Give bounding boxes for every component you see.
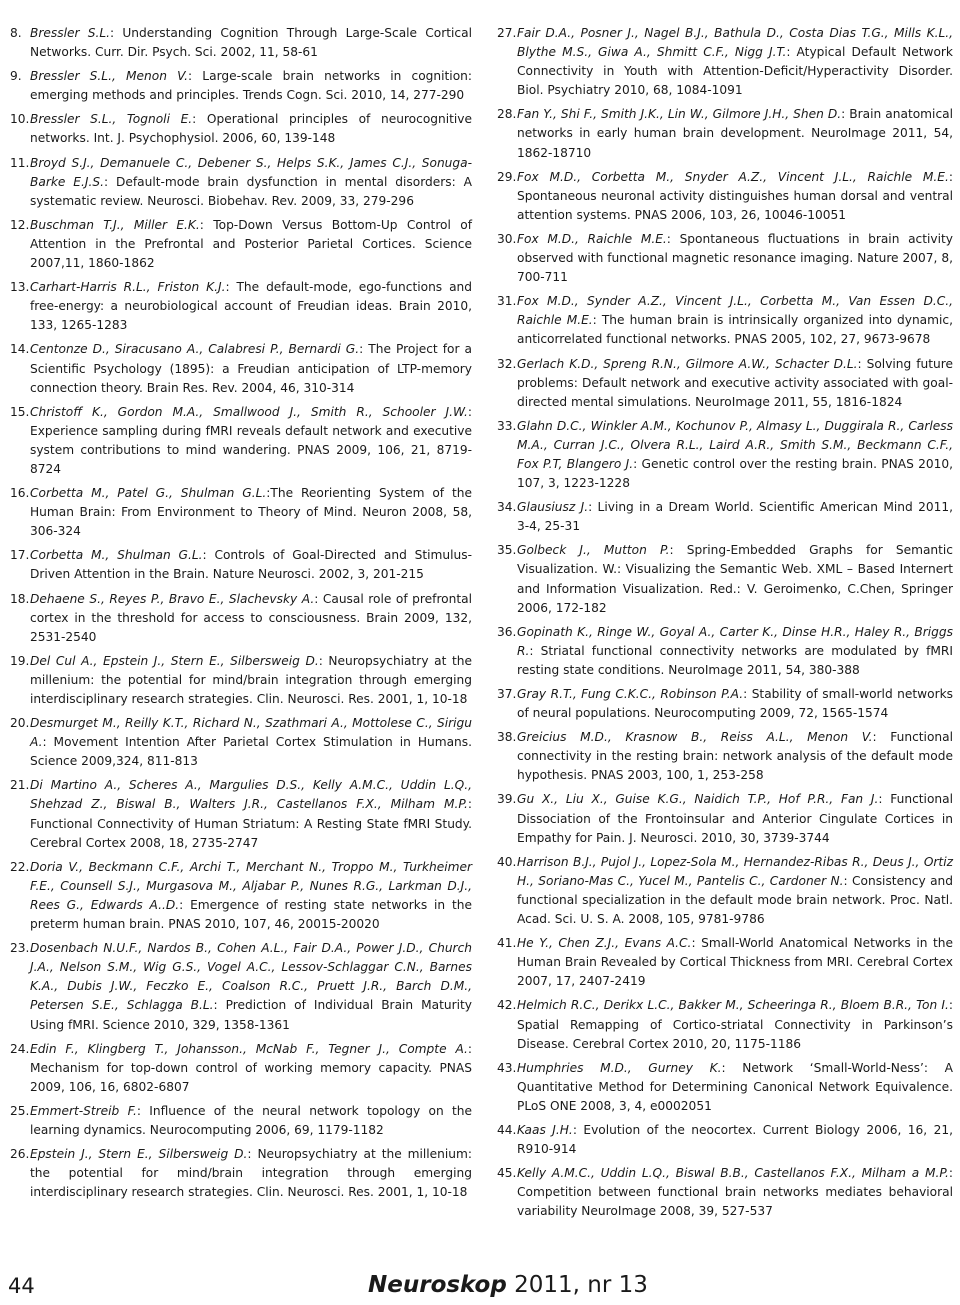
reference-text [30, 1102, 472, 1140]
reference-number: 11. [10, 155, 30, 170]
reference-authors: Fox M.D., Synder A.Z., Vincent J.L., Corbetta M., Van Essen D.C., Raichle M.E. [517, 294, 953, 328]
reference-text [517, 105, 953, 162]
reference-item [497, 230, 953, 287]
reference-authors: Kaas J.H. [517, 1122, 573, 1137]
reference-authors: Buschman T.J., Miller E.K. [30, 217, 200, 232]
reference-details: : Small-World Anatomical Networks in the Human Brain Revealed by Cortical Thickness from MRI. Cerebral Cortex 2007, 17, 2407-2419 [517, 936, 953, 989]
reference-authors: Fair D.A., Posner J., Nagel B.J., Bathula D., Costa Dias T.G., Mills K.L., Blythe M.S., Giwa A., Shmitt C.F., Nigg J.T. [517, 26, 953, 60]
reference-item [10, 484, 472, 541]
reference-number: 36. [497, 624, 517, 639]
reference-number: 35. [497, 543, 517, 558]
reference-details: : Functional Connectivity of Human Striatum: A Resting State fMRI Study. Cerebral Cortex 2008, 18, 2735-2747 [30, 797, 472, 850]
reference-details: : Controls of Goal-Directed and Stimulus-Driven Attention in the Brain. Nature Neurosci. 2002, 3, 201-215 [30, 548, 472, 582]
reference-text [30, 484, 472, 541]
reference-number: 44. [497, 1122, 517, 1137]
journal-footer [368, 1272, 648, 1298]
reference-number: 21. [10, 778, 30, 793]
reference-details: : Experience sampling during fMRI reveals default network and executive system contributions to mind wandering. PNAS 2009, 106, 21, 8719-8724 [30, 404, 472, 476]
reference-details: : Genetic control over the resting brain. PNAS 2010, 107, 3, 1223-1228 [517, 456, 954, 491]
reference-number: 26. [10, 1147, 30, 1162]
reference-authors: Carhart-Harris R.L., Friston K.J. [30, 280, 226, 295]
reference-item [10, 652, 472, 709]
reference-number: 20. [10, 716, 30, 731]
reference-item [10, 546, 472, 584]
reference-item [10, 24, 472, 62]
reference-text [517, 498, 953, 536]
reference-item [497, 996, 953, 1053]
reference-number: 12. [10, 217, 30, 232]
reference-item [10, 216, 472, 273]
reference-number: 40. [497, 854, 517, 869]
reference-number: 29. [497, 169, 517, 184]
reference-number: 34. [497, 500, 517, 515]
reference-item [497, 355, 953, 412]
reference-item [10, 278, 472, 335]
reference-item [497, 541, 953, 617]
reference-number: 45. [497, 1166, 517, 1181]
reference-details: : Network ‘Small-World-Ness’: A Quantitative Method for Determining Canonical Network Equivalence. PLoS ONE 2008, 3, 4, e0002051 [517, 1060, 954, 1113]
reference-text [517, 685, 953, 723]
reference-text [517, 934, 953, 991]
reference-number: 28. [497, 107, 517, 122]
reference-authors: Corbetta M., Shulman G.L. [30, 548, 203, 563]
reference-item [497, 24, 953, 100]
reference-authors: Corbetta M., Patel G., Shulman G.L. [30, 486, 267, 501]
reference-authors: Harrison B.J., Pujol J., Lopez-Sola M., Hernandez-Ribas R., Deus J., Ortiz H., Soriano-Mas C., Yucel M., Pantelis C., Cardoner N. [517, 854, 953, 888]
reference-authors: Fox M.D., Raichle M.E. [517, 231, 667, 246]
reference-text [517, 853, 953, 929]
page-number: 44 [8, 1274, 35, 1298]
reference-number: 32. [497, 356, 517, 371]
reference-number: 13. [10, 280, 30, 295]
reference-details: : Solving future problems: Default network and executive activity associated with goal-directed mental simulations. NeuroImage 2011, 55, 1816-1824 [517, 356, 953, 409]
reference-number: 37. [497, 687, 517, 701]
reference-item [10, 939, 472, 1034]
reference-authors: Fox M.D., Corbetta M., Snyder A.Z., Vincent J.L., Raichle M.E. [517, 169, 949, 184]
reference-text [517, 790, 953, 847]
reference-item [497, 292, 953, 349]
reference-details: : Default-mode brain dysfunction in mental disorders: A systematic review. Neurosci. Biobehav. Rev. 2009, 33, 279-296 [30, 174, 472, 208]
reference-item [10, 110, 472, 148]
reference-number: 33. [497, 418, 517, 433]
reference-text [517, 623, 953, 680]
reference-authors: Dosenbach N.U.F., Nardos B., Cohen A.L., Fair D.A., Power J.D., Church J.A., Nelson S.M., Wig G.S., Vogel A.C., Lessov-Schlaggar C.N., Barnes K.A., Dubis J.W., Feczko E., Coalson R.C., Pruett J.R., Barch D.M., Petersen S.E., Schlagga B.L. [30, 941, 472, 1013]
reference-text [517, 168, 953, 225]
reference-item [497, 1164, 953, 1221]
reference-text [30, 776, 472, 852]
reference-details: : Understanding Cognition Through Large-Scale Cortical Networks. Curr. Dir. Psych. Sci. 2002, 11, 58-61 [30, 26, 472, 60]
reference-item [497, 417, 953, 493]
reference-item [497, 623, 953, 680]
reference-authors: Glahn D.C., Winkler A.M., Kochunov P., Almasy L., Duggirala R., Carless M.A., Curran J.C., Olvera R.L., Laird A.R., Smith S.M., Beckmann C.F., Fox P.T, Blangero J. [517, 418, 953, 471]
reference-number: 10. [10, 112, 30, 127]
reference-details: : Consistency and functional specialization in the default mode brain network. Proc. Natl. Acad. Sci. U. S. A. 2008, 105, 9781-9786 [517, 873, 953, 927]
reference-text [517, 355, 953, 412]
reference-authors: Golbeck J., Mutton P. [517, 543, 670, 558]
reference-authors: Del Cul A., Epstein J., Stern E., Silbersweig D. [30, 653, 319, 668]
reference-authors: Gopinath K., Ringe W., Goyal A., Carter K., Dinse H.R., Haley R., Briggs R. [517, 624, 953, 658]
reference-details: : Emergence of resting state networks in the preterm human brain. PNAS 2010, 107, 46, 20015-20020 [30, 897, 472, 932]
reference-item [10, 858, 472, 934]
reference-number: 25. [10, 1103, 30, 1118]
reference-number: 8. [10, 26, 22, 40]
reference-authors: Bressler S.L., Menon V. [30, 69, 188, 84]
reference-text [30, 24, 472, 62]
references-column-right [497, 24, 953, 1226]
reference-text [30, 546, 472, 584]
reference-text [30, 939, 472, 1034]
journal-issue: 2011, nr 13 [506, 1272, 648, 1298]
references-column-left [10, 24, 472, 1207]
reference-text [30, 216, 472, 273]
reference-text [30, 110, 472, 148]
reference-item [10, 1102, 472, 1140]
reference-authors: Kelly A.M.C., Uddin L.Q., Biswal B.B., Castellanos F.X., Milham a M.P. [517, 1166, 949, 1181]
reference-number: 31. [497, 294, 517, 309]
reference-item [10, 590, 472, 647]
reference-authors: Gerlach K.D., Spreng R.N., Gilmore A.W., Schacter D.L. [517, 356, 858, 371]
reference-text [30, 590, 472, 647]
reference-item [497, 1121, 953, 1159]
reference-text [517, 1059, 953, 1116]
reference-text [517, 24, 953, 100]
reference-details: : Living in a Dream World. Scientific American Mind 2011, 3-4, 25-31 [517, 500, 953, 534]
reference-number: 41. [497, 936, 517, 951]
reference-authors: Edin F., Klingberg T., Johansson., McNab F., Tegner J., Compte A. [30, 1041, 468, 1056]
reference-item [497, 853, 953, 929]
reference-details: : Spontaneous fluctuations in brain activity observed with functional magnetic resonance imaging. Nature 2007, 8, 700-711 [517, 231, 953, 285]
journal-name: Neuroskop [368, 1272, 507, 1298]
reference-item [497, 498, 953, 536]
reference-number: 9. [10, 69, 22, 84]
reference-text [30, 278, 472, 335]
reference-number: 27. [497, 26, 517, 40]
reference-text [30, 403, 472, 479]
reference-number: 16. [10, 486, 30, 501]
reference-item [10, 154, 472, 211]
reference-authors: Dehaene S., Reyes P., Bravo E., Slachevsky A. [30, 591, 315, 606]
reference-item [497, 105, 953, 162]
reference-item [497, 934, 953, 991]
reference-number: 19. [10, 653, 30, 668]
reference-item [10, 1145, 472, 1202]
reference-details: : Stability of small-world networks of neural populations. Neurocomputing 2009, 72, 1565-1574 [517, 687, 953, 721]
reference-authors: Epstein J., Stern E., Silbersweig D. [30, 1147, 248, 1162]
reference-text [517, 1121, 953, 1159]
reference-text [517, 996, 953, 1053]
reference-details: : Evolution of the neocortex. Current Biology 2006, 16, 21, R910-914 [517, 1122, 953, 1157]
reference-item [497, 790, 953, 847]
reference-details: : Brain anatomical networks in early human brain development. NeuroImage 2011, 54, 1862-18710 [517, 107, 953, 160]
reference-item [497, 1059, 953, 1116]
reference-number: 17. [10, 548, 30, 563]
reference-item [10, 67, 472, 105]
reference-item [10, 403, 472, 479]
reference-details: : Striatal functional connectivity networks are modulated by fMRI resting state conditions. NeuroImage 2011, 54, 380-388 [517, 643, 953, 677]
reference-details: : The default-mode, ego-functions and free-energy: a neurobiological account of Freudian ideas. Brain 2010, 133, 1265-1283 [30, 280, 472, 333]
reference-details: : Operational principles of neurocognitive networks. Int. J. Psychophysiol. 2006, 60, 139-148 [30, 112, 472, 146]
reference-authors: Di Martino A., Scheres A., Margulies D.S., Kelly A.M.C., Uddin L.Q., Shehzad Z., Biswal B., Walters J.R., Castellanos F.X., Milham M.P. [30, 778, 472, 812]
reference-text [30, 1040, 472, 1097]
reference-text [30, 858, 472, 934]
reference-number: 24. [10, 1041, 30, 1056]
reference-item [10, 1040, 472, 1097]
reference-number: 23. [10, 941, 30, 956]
reference-authors: Fan Y., Shi F., Smith J.K., Lin W., Gilmore J.H., Shen D. [517, 107, 842, 122]
reference-text [30, 652, 472, 709]
reference-item [10, 776, 472, 852]
reference-item [10, 714, 472, 771]
reference-details: : Functional Dissociation of the Frontoinsular and Anterior Cingulate Cortices in Empathy for Pain. J. Neurosci. 2010, 30, 3739-3744 [517, 792, 953, 845]
reference-text [517, 1164, 953, 1221]
reference-authors: Centonze D., Siracusano A., Calabresi P., Bernardi G. [30, 342, 360, 357]
reference-item [10, 340, 472, 397]
reference-authors: Christoff K., Gordon M.A., Smallwood J., Smith R., Schooler J.W. [30, 404, 468, 419]
reference-details: : Neuropsychiatry at the millenium: the potential for mind/brain integration through emerging interdisciplinary research strategies. Clin. Neurosci. Res. 2001, 1, 10-18 [30, 653, 472, 706]
reference-details: : Spatial Remapping of Cortico-striatal Connectivity in Parkinson’s Disease. Cerebral Cortex 2010, 20, 1175-1186 [517, 998, 953, 1051]
reference-item [497, 168, 953, 225]
reference-number: 43. [497, 1060, 517, 1075]
reference-authors: Bressler S.L. [30, 26, 110, 40]
reference-text [517, 728, 953, 785]
reference-details: : Atypical Default Network Connectivity in Youth with Attention-Deficit/Hyperactivity Disorder. Biol. Psychiatry 2010, 68, 1084-1091 [517, 45, 953, 98]
reference-text [30, 154, 472, 211]
reference-number: 14. [10, 342, 30, 357]
reference-number: 15. [10, 404, 30, 419]
reference-authors: Glausiusz J. [517, 500, 589, 515]
reference-text [30, 714, 472, 771]
reference-item [497, 685, 953, 723]
reference-authors: Bressler S.L., Tognoli E. [30, 112, 193, 127]
reference-details: : Spontaneous neuronal activity distinguishes human dorsal and ventral attention systems. PNAS 2006, 103, 26, 10046-10051 [517, 169, 953, 222]
reference-text [30, 340, 472, 397]
reference-details: : Neuropsychiatry at the millenium: the potential for mind/brain integration through emerging interdisciplinary research strategies. Clin. Neurosci. Res. 2001, 1, 10-18 [30, 1147, 472, 1200]
reference-text [30, 1145, 472, 1202]
reference-authors: Greicius M.D., Krasnow B., Reiss A.L., Menon V. [517, 730, 873, 745]
reference-authors: Broyd S.J., Demanuele C., Debener S., Helps S.K., James C.J., Sonuga-Barke E.J.S. [30, 155, 472, 189]
reference-details: : Causal role of prefrontal cortex in the threshold for access to consciousness. Brain 2009, 132, 2531-2540 [30, 591, 472, 644]
reference-text [517, 417, 953, 493]
reference-text [30, 67, 472, 105]
reference-details: : Top-Down Versus Bottom-Up Control of Attention in the Prefrontal and Posterior Parietal Cortices. Science 2007,11, 1860-1862 [30, 217, 472, 271]
reference-number: 38. [497, 730, 517, 745]
reference-details: : Spring-Embedded Graphs for Semantic Visualization. W.: Visualizing the Semantic Web. XML – Based Internert and Information Visualization. Red.: V. Geroimenko, C.Chen, Springer 2006, 172-182 [517, 543, 954, 615]
reference-number: 42. [497, 998, 517, 1013]
reference-authors: Gray R.T., Fung C.K.C., Robinson P.A. [517, 687, 744, 701]
reference-details: : The human brain is intrinsically organized into dynamic, anticorrelated functional networks. PNAS 2005, 102, 27, 9673-9678 [517, 313, 953, 347]
reference-text [517, 230, 953, 287]
reference-details: : The Project for a Scientific Psychology (1895): a Freudian anticipation of LTP-memory connection theory. Brain Res. Rev. 2004, 46, 310-314 [30, 342, 473, 395]
reference-details: : Large-scale brain networks in cognition: emerging methods and principles. Trends Cogn. Sci. 2010, 14, 277-290 [30, 69, 472, 103]
reference-authors: Emmert-Streib F. [30, 1103, 137, 1118]
reference-authors: Helmich R.C., Derikx L.C., Bakker M., Scheeringa R., Bloem B.R., Ton I. [517, 998, 949, 1013]
reference-text [517, 292, 953, 349]
reference-item [497, 728, 953, 785]
reference-details: : Influence of the neural network topology on the learning dynamics. Neurocomputing 2006, 69, 1179-1182 [30, 1103, 472, 1137]
reference-details: : Movement Intention After Parietal Cortex Stimulation in Humans. Science 2009,324, 811-813 [30, 735, 472, 769]
reference-text [517, 541, 953, 617]
reference-authors: Desmurget M., Reilly K.T., Richard N., Szathmari A., Mottolese C., Sirigu A. [30, 716, 472, 750]
reference-authors: Gu X., Liu X., Guise K.G., Naidich T.P., Hof P.R., Fan J. [517, 792, 879, 807]
reference-authors: Doria V., Beckmann C.F., Archi T., Merchant N., Troppo M., Turkheimer F.E., Counsell S.J., Murgasova M., Aljabar P., Nunes R.G., Larkman D.J., Rees G., Edwards A..D. [30, 859, 472, 912]
reference-details: : Functional connectivity in the resting brain: network analysis of the default mode hypothesis. PNAS 2003, 100, 1, 253-258 [517, 730, 953, 783]
reference-authors: He Y., Chen Z.J., Evans A.C. [517, 936, 692, 951]
reference-details: : Prediction of Individual Brain Maturity Using fMRI. Science 2010, 329, 1358-1361 [30, 998, 472, 1032]
reference-details: :The Reorienting System of the Human Brain: From Environment to Theory of Mind. Neuron 2008, 58, 306-324 [30, 486, 472, 539]
reference-number: 22. [10, 859, 30, 874]
reference-number: 30. [497, 231, 517, 246]
reference-number: 39. [497, 792, 517, 807]
reference-details: : Mechanism for top-down control of working memory capacity. PNAS 2009, 106, 16, 6802-6807 [30, 1041, 472, 1094]
reference-details: : Competition between functional brain networks mediates behavioral variability NeuroImage 2008, 39, 527-537 [517, 1166, 953, 1219]
reference-authors: Humphries M.D., Gurney K. [517, 1060, 722, 1075]
reference-number: 18. [10, 591, 30, 606]
